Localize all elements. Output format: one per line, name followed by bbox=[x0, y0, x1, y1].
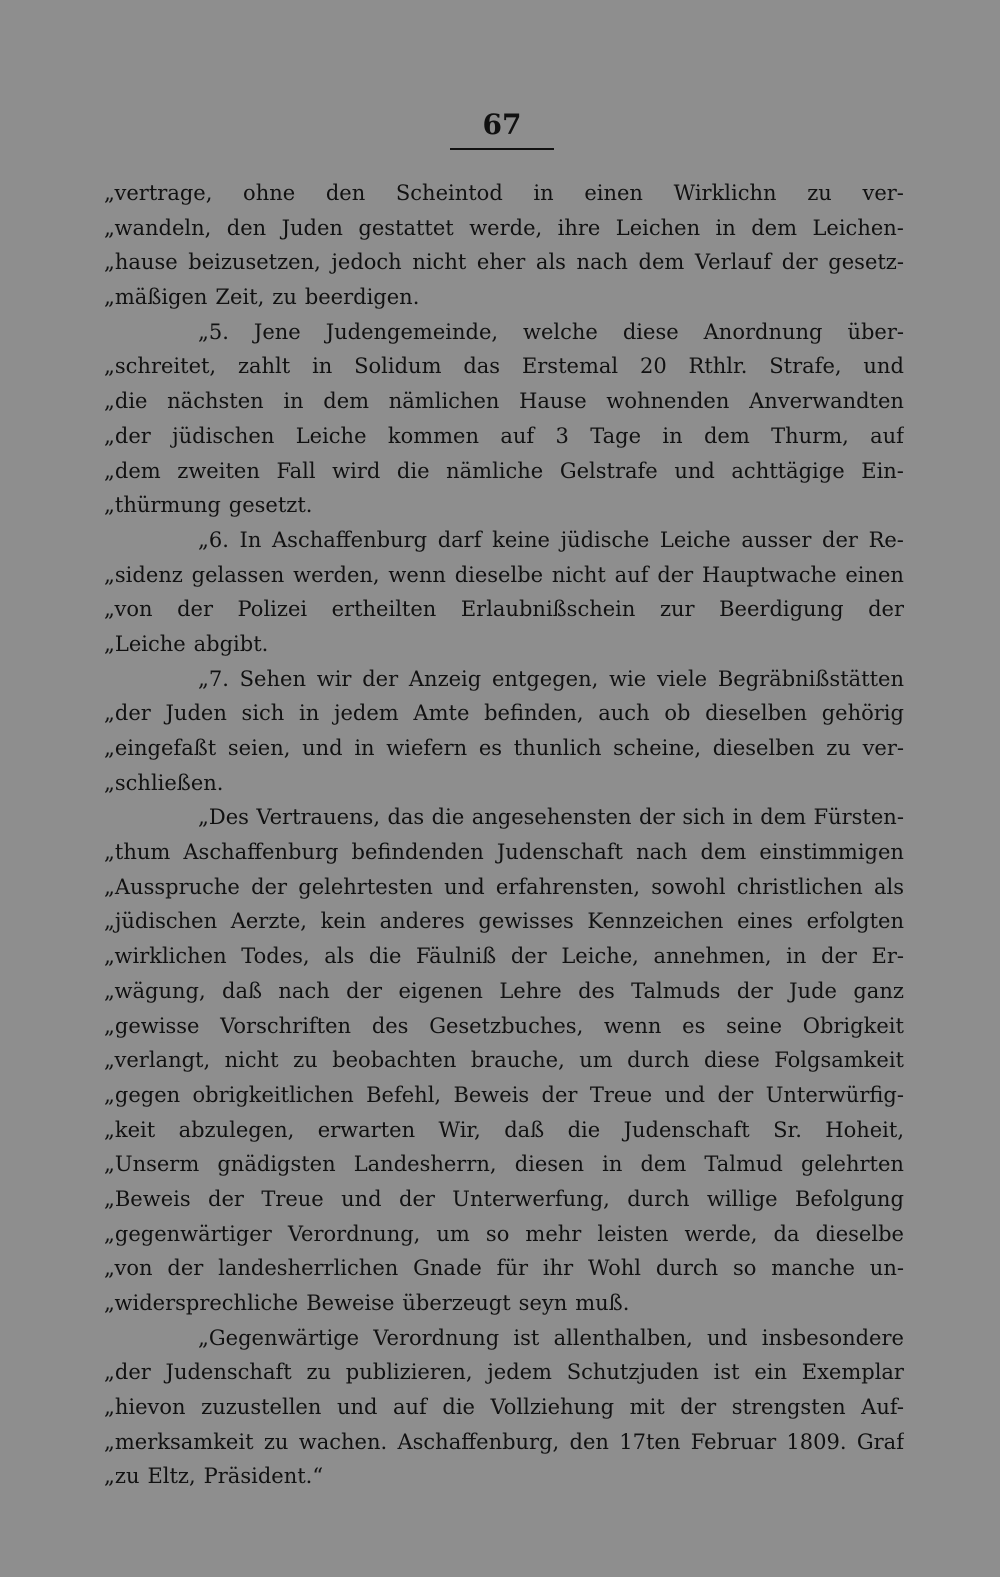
text-line: „verlangt, nicht zu beobachten brauche, um durch diese Folgsamkeit bbox=[104, 1048, 904, 1073]
text-line: „hause beizusetzen, jedoch nicht eher als nach dem Verlauf der gesetz- bbox=[104, 250, 904, 275]
page-number: 67 bbox=[482, 108, 522, 141]
text-line: „Des Vertrauens, das die angesehensten der sich in dem Fürsten- bbox=[198, 805, 904, 830]
text-line: „widersprechliche Beweise überzeugt seyn muß. bbox=[104, 1291, 630, 1315]
text-line: „gewisse Vorschriften des Gesetzbuches, wenn es seine Obrigkeit bbox=[104, 1013, 904, 1038]
text-line: „gegenwärtiger Verordnung, um so mehr leisten werde, da dieselbe bbox=[104, 1221, 904, 1246]
text-line: „der Juden sich in jedem Amte befinden, auch ob dieselben gehörig bbox=[104, 701, 904, 726]
text-line: „Leiche abgibt. bbox=[104, 631, 269, 656]
text-line: „wägung, daß nach der eigenen Lehre des Talmuds der Jude ganz bbox=[104, 978, 904, 1003]
text-line: „mäßigen Zeit, zu beerdigen. bbox=[104, 285, 420, 310]
text-line: „5. Jene Judengemeinde, welche diese Anordnung über- bbox=[198, 319, 904, 344]
text-line: „vertrage, ohne den Scheintod in einen Wirklichn zu ver- bbox=[104, 181, 904, 205]
text-line: „thum Aschaffenburg befindenden Judenschaft nach dem einstimmigen bbox=[104, 840, 904, 865]
text-line: „Unserm gnädigsten Landesherrn, diesen in dem Talmud gelehrten bbox=[104, 1152, 904, 1177]
text-line: „7. Sehen wir der Anzeig entgegen, wie viele Begräbnißstätten bbox=[198, 666, 904, 691]
text-line: „schließen. bbox=[104, 770, 224, 795]
text-line: „zu Eltz, Präsident.“ bbox=[104, 1464, 324, 1489]
text-line: „von der landesherrlichen Gnade für ihr Wohl durch so manche un- bbox=[104, 1256, 904, 1281]
body-text bbox=[104, 176, 904, 1494]
text-line: „wandeln, den Juden gestattet werde, ihre Leichen in dem Leichen- bbox=[104, 215, 904, 240]
text-line: „merksamkeit zu wachen. Aschaffenburg, den 17ten Februar 1809. Graf bbox=[104, 1429, 904, 1454]
text-line: „der jüdischen Leiche kommen auf 3 Tage in dem Thurm, auf bbox=[104, 423, 904, 448]
text-line: „Gegenwärtige Verordnung ist allenthalben, und insbesondere bbox=[198, 1325, 904, 1350]
text-line: „wirklichen Todes, als die Fäulniß der Leiche, annehmen, in der Er- bbox=[104, 944, 904, 969]
text-line: „dem zweiten Fall wird die nämliche Gelstrafe und achttägige Ein- bbox=[104, 458, 904, 483]
text-line: „keit abzulegen, erwarten Wir, daß die Judenschaft Sr. Hoheit, bbox=[104, 1117, 904, 1142]
page-number-rule bbox=[450, 148, 554, 150]
text-line: „eingefaßt seien, und in wiefern es thunlich scheine, dieselben zu ver- bbox=[104, 736, 904, 760]
text-line: „von der Polizei ertheilten Erlaubnißschein zur Beerdigung der bbox=[104, 597, 904, 622]
text-line: „die nächsten in dem nämlichen Hause wohnenden Anverwandten bbox=[104, 389, 904, 414]
text-line: „hievon zuzustellen und auf die Vollziehung mit der strengsten Auf- bbox=[104, 1395, 904, 1420]
text-line: „thürmung gesetzt. bbox=[104, 493, 313, 518]
text-line: „der Judenschaft zu publizieren, jedem Schutzjuden ist ein Exemplar bbox=[104, 1360, 904, 1385]
text-line: „schreitet, zahlt in Solidum das Erstemal 20 Rthlr. Strafe, und bbox=[104, 354, 904, 379]
text-line: „jüdischen Aerzte, kein anderes gewisses Kennzeichen eines erfolgten bbox=[104, 909, 904, 934]
text-line: „Beweis der Treue und der Unterwerfung, durch willige Befolgung bbox=[104, 1186, 904, 1211]
text-line: „sidenz gelassen werden, wenn dieselbe nicht auf der Hauptwache einen bbox=[104, 562, 904, 587]
text-line: „Ausspruche der gelehrtesten und erfahrensten, sowohl christlichen als bbox=[104, 874, 904, 899]
text-line: „gegen obrigkeitlichen Befehl, Beweis der Treue und der Unterwürfig- bbox=[104, 1082, 904, 1107]
text-line: „6. In Aschaffenburg darf keine jüdische Leiche ausser der Re- bbox=[198, 527, 904, 552]
